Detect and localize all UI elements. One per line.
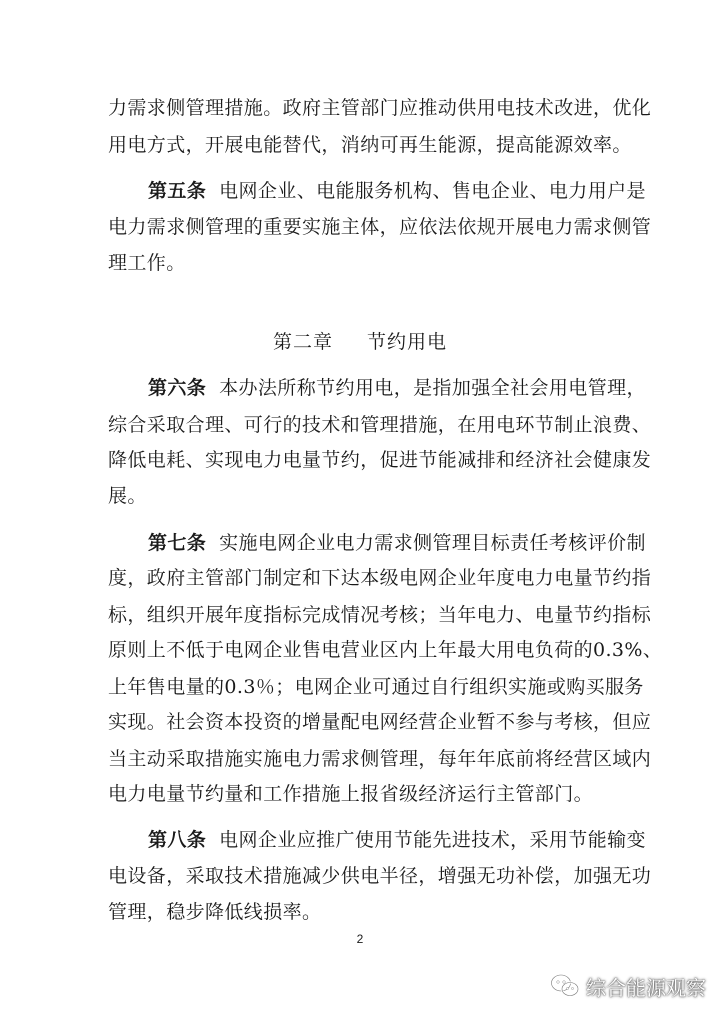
text-line: 理工作。: [108, 252, 186, 274]
text-line: 上年售电量的0.3％；电网企业可通过自行组织实施或购买服务: [108, 676, 644, 698]
text-line: 降低电耗、实现电力电量节约，促进节能减排和经济社会健康发: [108, 449, 652, 471]
text-line: 原则上不低于电网企业售电营业区内上年最大用电负荷的0.3%、: [108, 639, 663, 661]
text-line: 电力需求侧管理的重要实施主体，应依法依规开展电力需求侧管: [108, 216, 652, 238]
wechat-icon: [550, 973, 580, 999]
article-label: 第七条: [148, 532, 207, 554]
article-6-first-line: [148, 374, 646, 402]
chapter-number: 第二章: [272, 331, 333, 353]
text-line: 实现。社会资本投资的增量配电网经营企业暂不参与考核，但应: [108, 711, 652, 733]
watermark: [550, 970, 706, 1002]
page-number: 2: [356, 932, 364, 946]
text-line: 用电方式，开展电能替代，消纳可再生能源，提高能源效率。: [108, 134, 632, 156]
text-line: 综合采取合理、可行的技术和管理措施，在用电环节制止浪费、: [108, 414, 652, 436]
article-label: 第五条: [148, 180, 207, 202]
article-5-first-line: [148, 177, 646, 205]
article-label: 第八条: [148, 829, 207, 851]
text-line: 力需求侧管理措施。政府主管部门应推动供用电技术改进，优化: [108, 97, 652, 119]
text-line: 展。: [108, 485, 147, 507]
text-line: 度，政府主管部门制定和下达本级电网企业年度电力电量节约指: [108, 567, 652, 589]
text-span: 电网企业应推广使用节能先进技术，采用节能输变: [219, 829, 646, 851]
watermark-text: 综合能源观察: [586, 975, 706, 1000]
article-8-first-line: [148, 826, 646, 854]
text-span: 电网企业、电能服务机构、售电企业、电力用户是: [219, 180, 646, 202]
chapter-title: 节约用电: [367, 331, 448, 353]
article-label: 第六条: [148, 377, 207, 399]
text-line: 标，组织开展年度指标完成情况考核；当年电力、电量节约指标: [108, 604, 652, 626]
text-line: 电力电量节约量和工作措施上报省级经济运行主管部门。: [108, 783, 594, 805]
chapter-heading: [0, 328, 720, 356]
text-line: 当主动采取措施实施电力需求侧管理，每年年底前将经营区域内: [108, 748, 652, 770]
text-line: 管理，稳步降低线损率。: [108, 901, 322, 923]
text-span: 本办法所称节约用电，是指加强全社会用电管理，: [219, 377, 646, 399]
text-line: 电设备，采取技术措施减少供电半径，增强无功补偿，加强无功: [108, 865, 652, 887]
text-span: 实施电网企业电力需求侧管理目标责任考核评价制: [219, 532, 646, 554]
article-7-first-line: [148, 529, 646, 557]
